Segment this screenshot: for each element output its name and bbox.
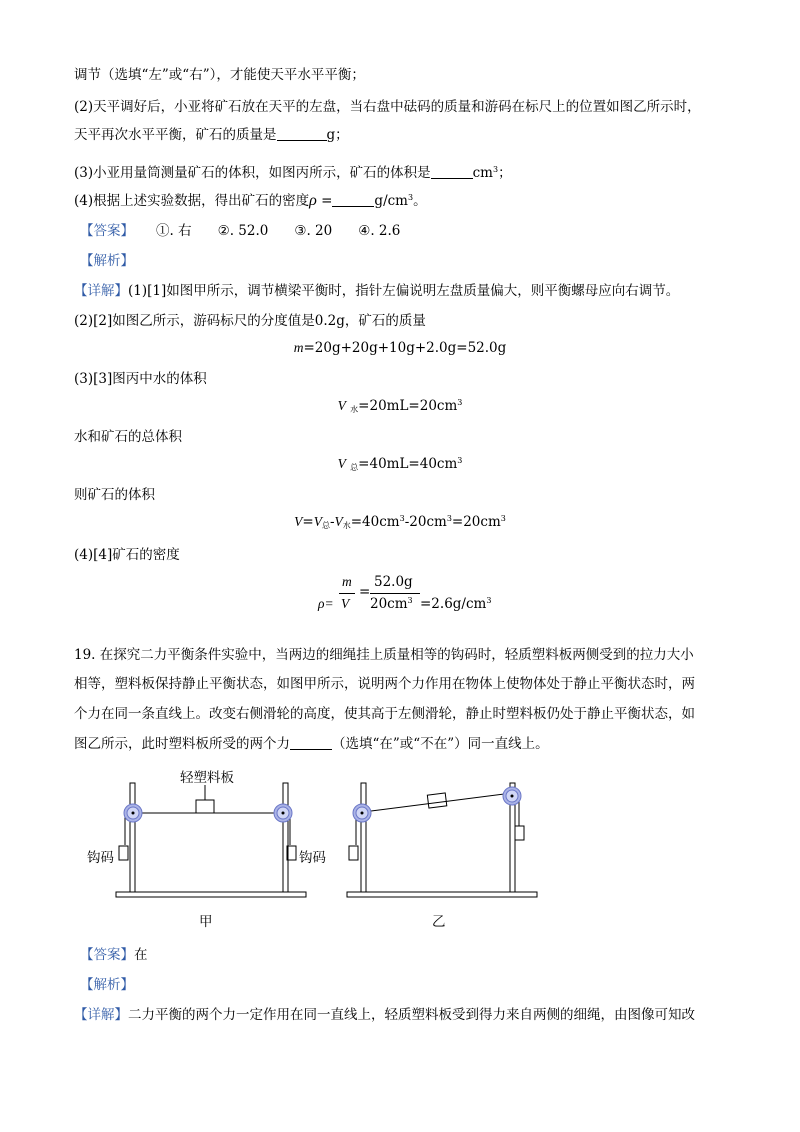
q18-detail-3: [74, 370, 207, 388]
rho-lhs: ρ=: [318, 596, 334, 611]
detail-text: (3)[3]图丙中水的体积: [74, 371, 207, 387]
equation-volume-total: [0, 456, 800, 472]
question-text: （选填“在”或“不在”）同一直线上。: [332, 736, 549, 752]
post-right-2: [510, 783, 515, 892]
q18-part2-text: (2)天平调好后，小亚将矿石放在天平的左盘，当右盘中砝码的质量和游码在标尺上的位置如图乙所示时，: [74, 99, 701, 115]
q18-text: 调节（选填“左”或“右”），才能使天平水平平衡；: [74, 67, 365, 83]
weight-right: [287, 846, 296, 860]
superscript: 3: [486, 596, 492, 605]
q18-part2-line-2: [74, 126, 349, 144]
superscript: 3: [399, 514, 405, 523]
answer-blank[interactable]: [332, 193, 374, 207]
pulley-left-2: [274, 804, 292, 822]
superscript: 3: [457, 456, 463, 465]
fraction-denominator: [370, 596, 413, 612]
question-text: 19. 在探究二力平衡条件实验中，当两边的细绳挂上质量相等的钩码时，轻质塑料板两侧受到的拉力大小: [74, 647, 694, 663]
pulley-right-2: [503, 787, 521, 805]
q18-part4-text: (4)根据上述实验数据，得出矿石的密度: [74, 193, 310, 209]
post-left-1: [130, 783, 135, 892]
fraction-bar: [339, 593, 355, 594]
minus: -: [329, 514, 335, 530]
q18-part2-line-1: [74, 98, 701, 116]
rho-symbol: ρ: [309, 192, 317, 209]
apparatus-right: [347, 783, 537, 897]
denominator-text: 20cm: [370, 596, 408, 612]
equation-text: =20g+20g+10g+2.0g=52.0g: [303, 340, 507, 356]
q18-part3-text: (3)小亚用量筒测量矿石的体积，如图丙所示，矿石的体积是: [74, 165, 431, 181]
weight-left: [349, 846, 358, 860]
q18-analysis-tag: [80, 252, 134, 270]
q18-part4-line: [74, 192, 427, 210]
detail-text: (1)[1]如图甲所示，调节横梁平衡时，指针左偏说明左盘质量偏大，则平衡螺母应向右调节。: [128, 283, 680, 299]
q18-part3-unit: cm: [472, 165, 493, 181]
plastic-plate: [196, 800, 214, 813]
variable: V: [294, 514, 303, 529]
variable: V: [337, 456, 346, 471]
question-text: 图乙所示，此时塑料板所受的两个力: [74, 736, 290, 752]
subscript: 水: [350, 405, 359, 414]
plastic-plate-tilted: [427, 793, 446, 808]
q18-detail-3b: [74, 428, 182, 446]
superscript: 3: [457, 398, 463, 407]
base-left: [116, 892, 306, 897]
detail-text: (4)[4]矿石的密度: [74, 547, 180, 563]
q18-part3-line: [74, 164, 512, 182]
equation-text: =40cm: [350, 514, 400, 530]
pulley-left-1: [124, 804, 142, 822]
apparatus-left: [116, 783, 306, 897]
density-result: [420, 596, 491, 612]
answer-text: 在: [134, 947, 148, 963]
variable: V: [337, 398, 346, 413]
answer-item: ③. 20: [294, 223, 333, 239]
q18-part2-text-b: 天平再次水平平衡，矿石的质量是: [74, 127, 277, 143]
fraction-bar: [370, 593, 420, 594]
q18-answer-line: [80, 222, 400, 240]
pulley-right-1: [353, 804, 371, 822]
variable: V: [313, 514, 322, 529]
equation-density: [318, 572, 498, 616]
q19-line-2: [74, 675, 695, 693]
punctuation: ；: [498, 165, 512, 181]
answer-blank[interactable]: [431, 165, 473, 179]
label-weight-right: 钩码: [299, 850, 326, 866]
equation-text: -20cm: [404, 514, 447, 530]
equation-text: =40mL=40cm: [358, 456, 458, 472]
equals: =: [359, 584, 371, 600]
q18-detail-1: [74, 282, 679, 300]
q19-answer-line: [80, 946, 148, 964]
detail-tag: 【详解】: [74, 1007, 128, 1023]
superscript: 3: [493, 165, 499, 174]
answer-item: ②. 52.0: [217, 223, 269, 239]
question-text: 相等，塑料板保持静止平衡状态，如图甲所示，说明两个力作用在物体上使物体处于静止平衡状态时，两: [74, 676, 695, 692]
label-plastic-plate: 轻塑料板: [180, 770, 234, 786]
question-text: 个力在同一条直线上。改变右侧滑轮的高度，使其高于左侧滑轮，静止时塑料板仍处于静止平衡状态，如: [74, 706, 695, 722]
fraction-numerator: 52.0g: [374, 574, 413, 590]
q18-detail-2: [74, 312, 426, 330]
equation-volume-ore: [0, 514, 800, 530]
fraction-denominator: V: [341, 596, 350, 611]
equals: =: [302, 514, 314, 530]
answer-blank[interactable]: [277, 127, 327, 141]
punctuation: 。: [413, 193, 427, 209]
detail-text: (2)[2]如图乙所示，游码标尺的分度值是0.2g，矿石的质量: [74, 313, 426, 329]
q18-detail-3c: [74, 486, 155, 504]
post-left-2: [283, 783, 288, 892]
post-right-1: [361, 783, 366, 892]
q19-line-4: [74, 735, 549, 753]
equation-mass: [0, 340, 800, 356]
equals: =: [316, 193, 333, 209]
answer-tag: 【答案】: [80, 947, 134, 963]
answer-tag: 【答案】: [80, 223, 134, 239]
q18-line-1: [74, 66, 365, 84]
subscript: 总: [350, 463, 359, 472]
q19-analysis-tag: [80, 976, 134, 994]
q19-detail: [74, 1006, 695, 1024]
answer-item: ①. 右: [156, 223, 192, 239]
superscript: 3: [407, 193, 414, 202]
equation-text: =20mL=20cm: [358, 398, 458, 414]
q18-detail-4: [74, 546, 180, 564]
detail-text: 二力平衡的两个力一定作用在同一直线上，轻质塑料板受到得力来自两侧的细绳，由图像可知改: [128, 1007, 695, 1023]
variable: m: [293, 340, 304, 355]
weight-left: [119, 846, 128, 860]
q19-line-1: [74, 646, 694, 664]
superscript: 3: [446, 514, 452, 523]
detail-text: 水和矿石的总体积: [74, 429, 182, 445]
subscript: 水: [342, 521, 351, 530]
string-top-slanted: [363, 793, 512, 812]
answer-blank[interactable]: [290, 736, 332, 750]
subscript: 总: [321, 521, 330, 530]
equation-text: =20cm: [451, 514, 501, 530]
analysis-tag: 【解析】: [80, 253, 134, 269]
label-weight-left: 钩码: [87, 850, 114, 866]
answer-item: ④. 2.6: [358, 223, 401, 239]
detail-tag: 【详解】: [74, 283, 128, 299]
fraction-numerator: m: [342, 574, 352, 589]
q19-line-3: [74, 705, 695, 723]
caption-right: 乙: [432, 914, 446, 930]
base-right: [347, 892, 537, 897]
detail-text: 则矿石的体积: [74, 487, 155, 503]
superscript: 3: [407, 596, 413, 605]
superscript: 3: [500, 514, 506, 523]
q18-part4-unit: g/cm: [374, 193, 408, 209]
weight-right: [515, 826, 524, 840]
q18-part2-unit: g；: [326, 127, 349, 143]
equation-volume-water: [0, 398, 800, 414]
variable: V: [334, 514, 343, 529]
analysis-tag: 【解析】: [80, 977, 134, 993]
caption-left: 甲: [199, 914, 213, 930]
result-text: =2.6g/cm: [420, 596, 487, 612]
